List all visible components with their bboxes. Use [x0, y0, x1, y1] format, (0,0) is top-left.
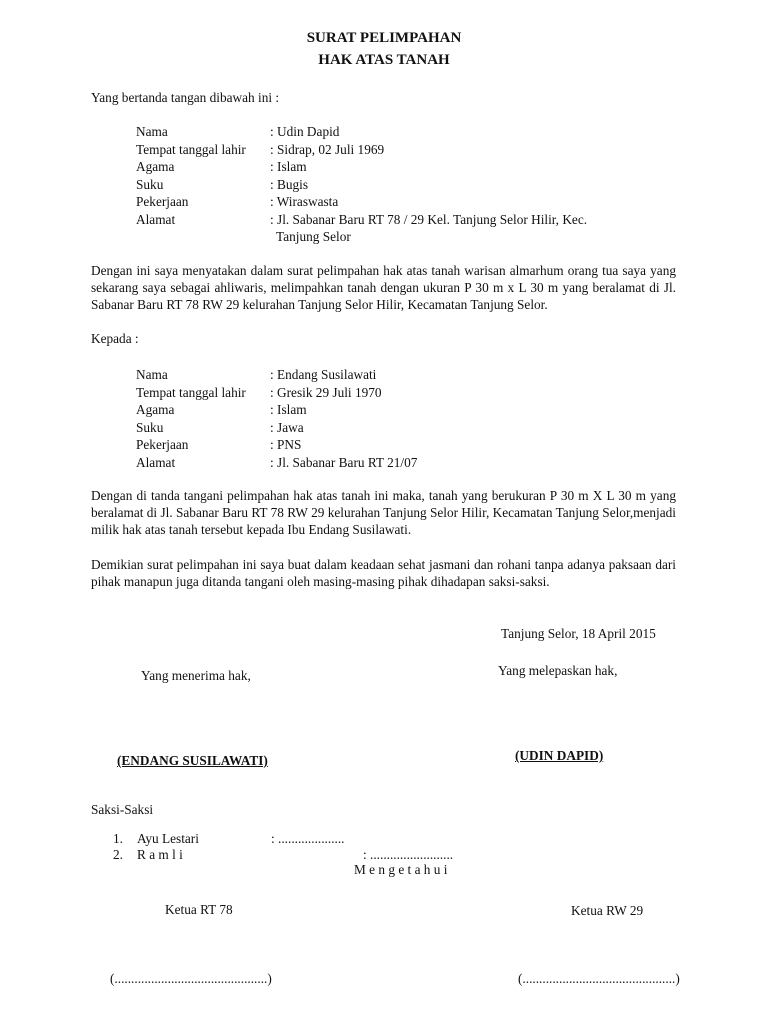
rt-signature-line: (..............................................) — [110, 971, 272, 986]
grantor-identity — [136, 123, 587, 246]
witness-name: Ayu Lestari — [137, 831, 199, 846]
releaser-label: Yang melepaskan hak, — [498, 663, 618, 678]
identity-value: : Islam — [270, 402, 307, 417]
identity-row — [136, 366, 417, 384]
witness-name: R a m l i — [137, 847, 183, 862]
identity-label: Nama — [136, 124, 168, 139]
identity-row — [136, 158, 587, 176]
identity-value: : Jawa — [270, 419, 304, 435]
address-continuation: Tanjung Selor — [276, 229, 351, 244]
identity-label: Suku — [136, 176, 164, 192]
identity-label: Alamat — [136, 454, 176, 470]
identity-label: Suku — [136, 419, 164, 435]
ketua-rt-label: Ketua RT 78 — [165, 902, 233, 917]
transfer-paragraph: Dengan di tanda tangani pelimpahan hak atas tanah ini maka, tanah yang berukuran P 30 m X L 30 m yang beralamat di Jl. Sabanar Baru RT 78 RW 29 kelurahan Tanjung Selor Hilir, Kecamatan Tanjung Selor,menjadi milik hak atas tanah tersebut kepada Ibu Endang Susilawati. — [91, 488, 676, 537]
document-title-line1: SURAT PELIMPAHAN — [306, 30, 462, 46]
witness-number: 2. — [113, 847, 123, 862]
identity-value: : Jl. Sabanar Baru RT 21/07 — [270, 454, 418, 470]
identity-value: : Wiraswasta — [270, 194, 339, 209]
identity-label: Agama — [136, 159, 175, 174]
identity-row — [136, 141, 587, 159]
identity-row — [136, 436, 417, 454]
identity-row — [136, 123, 587, 141]
statement-paragraph: Dengan ini saya menyatakan dalam surat pelimpahan hak atas tanah warisan almarhum orang tua saya yang sekarang saya sebagai ahliwaris, melimpahkan tanah dengan ukuran P 30 m x L 30 m yang beralamat di Jl. Sabanar Baru RT 78 RW 29 kelurahan Tanjung Selor Hilir, Kecamatan Tanjung Selor. — [91, 263, 676, 312]
identity-value: : Sidrap, 02 Juli 1969 — [270, 141, 385, 157]
identity-value: : Endang Susilawati — [270, 367, 377, 382]
identity-row — [136, 176, 587, 194]
intro-text: Yang bertanda tangan dibawah ini : — [91, 90, 280, 105]
receiver-name: (ENDANG SUSILAWATI) — [117, 753, 268, 768]
grantee-identity — [136, 366, 417, 471]
identity-value: : Gresik 29 Juli 1970 — [270, 384, 382, 400]
place-date: Tanjung Selor, 18 April 2015 — [501, 626, 656, 641]
identity-value: : PNS — [270, 437, 302, 452]
witness-signature-line: : ......................... — [363, 847, 454, 862]
identity-label: Pekerjaan — [136, 194, 189, 209]
receiver-label: Yang menerima hak, — [141, 668, 251, 683]
identity-label: Pekerjaan — [136, 437, 189, 452]
identity-value: : Bugis — [270, 176, 309, 192]
identity-label: Agama — [136, 402, 175, 417]
identity-value: : Islam — [270, 159, 307, 174]
identity-label: Tempat tanggal lahir — [136, 141, 246, 157]
rw-signature-line: (..............................................) — [518, 971, 680, 986]
identity-value: : Jl. Sabanar Baru RT 78 / 29 Kel. Tanjung Selor Hilir, Kec. — [270, 211, 588, 227]
mengetahui-label: M e n g e t a h u i — [354, 862, 448, 877]
kepada-label: Kepada : — [91, 331, 139, 346]
witness-heading: Saksi-Saksi — [91, 802, 154, 817]
identity-row — [136, 401, 417, 419]
identity-row — [136, 419, 417, 437]
identity-label: Nama — [136, 367, 168, 382]
witness-number: 1. — [113, 831, 123, 846]
document-title-line2: HAK ATAS TANAH — [318, 52, 450, 68]
identity-row — [136, 384, 417, 402]
witness-signature-line: : .................... — [271, 831, 345, 846]
releaser-name: (UDIN DAPID) — [515, 748, 604, 763]
identity-row — [136, 193, 587, 211]
closing-paragraph: Demikian surat pelimpahan ini saya buat dalam keadaan sehat jasmani dan rohani tanpa adanya paksaan dari pihak manapun juga ditanda tangani oleh masing-masing pihak dihadapan saksi-saksi. — [91, 557, 676, 589]
identity-label: Tempat tanggal lahir — [136, 384, 246, 400]
identity-label: Alamat — [136, 211, 176, 227]
identity-value: : Udin Dapid — [270, 124, 340, 139]
identity-row — [136, 454, 417, 472]
ketua-rw-label: Ketua RW 29 — [571, 903, 644, 918]
identity-row — [136, 211, 587, 229]
